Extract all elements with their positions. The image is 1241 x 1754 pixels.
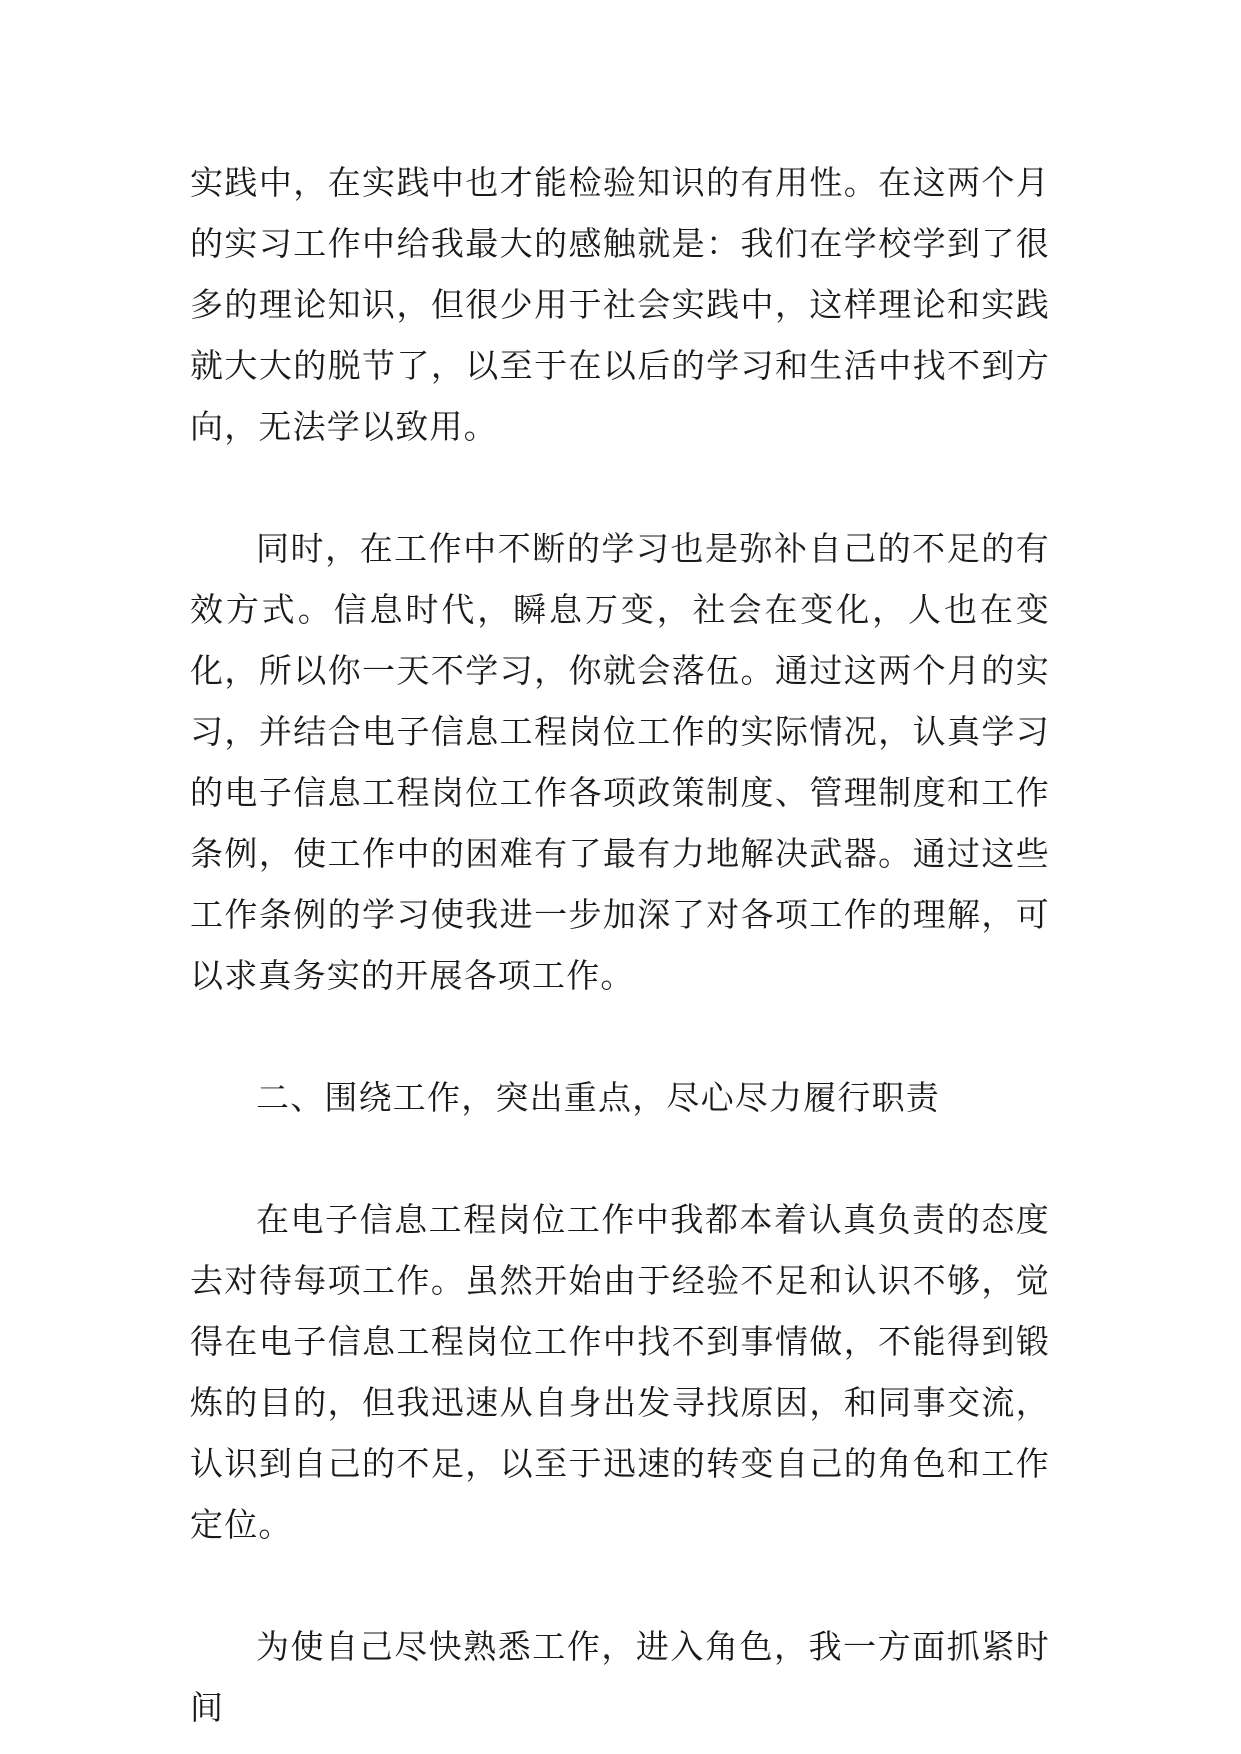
paragraph-spacer	[190, 1006, 1050, 1067]
section-heading: 二、围绕工作，突出重点，尽心尽力履行职责	[256, 1078, 940, 1117]
paragraph-spacer	[190, 1555, 1050, 1616]
paragraph-2: 同时，在工作中不断的学习也是弥补自己的不足的有效方式。信息时代，瞬息万变，社会在变化，人也在变化，所以你一天不学习，你就会落伍。通过这两个月的实习，并结合电子信息工程岗位工作的实际情况，认真学习的电子信息工程岗位工作各项政策制度、管理制度和工作条例，使工作中的困难有了最有力地解决武器。通过这些工作条例的学习使我进一步加深了对各项工作的理解，可以求真务实的开展各项工作。	[190, 529, 1050, 995]
paragraph-spacer	[190, 457, 1050, 518]
paragraph-4: 为使自己尽快熟悉工作，进入角色，我一方面抓紧时间	[190, 1627, 1050, 1727]
paragraph-1: 实践中，在实践中也才能检验知识的有用性。在这两个月的实习工作中给我最大的感触就是：我们在学校学到了很多的理论知识，但很少用于社会实践中，这样理论和实践就大大的脱节了，以至于在以后的学习和生活中找不到方向，无法学以致用。	[190, 163, 1050, 446]
document-body	[190, 152, 1050, 1738]
paragraph-3: 在电子信息工程岗位工作中我都本着认真负责的态度去对待每项工作。虽然开始由于经验不足和认识不够，觉得在电子信息工程岗位工作中找不到事情做，不能得到锻炼的目的，但我迅速从自身出发寻找原因，和同事交流，认识到自己的不足，以至于迅速的转变自己的角色和工作定位。	[190, 1200, 1050, 1544]
paragraph-spacer	[190, 1128, 1050, 1189]
